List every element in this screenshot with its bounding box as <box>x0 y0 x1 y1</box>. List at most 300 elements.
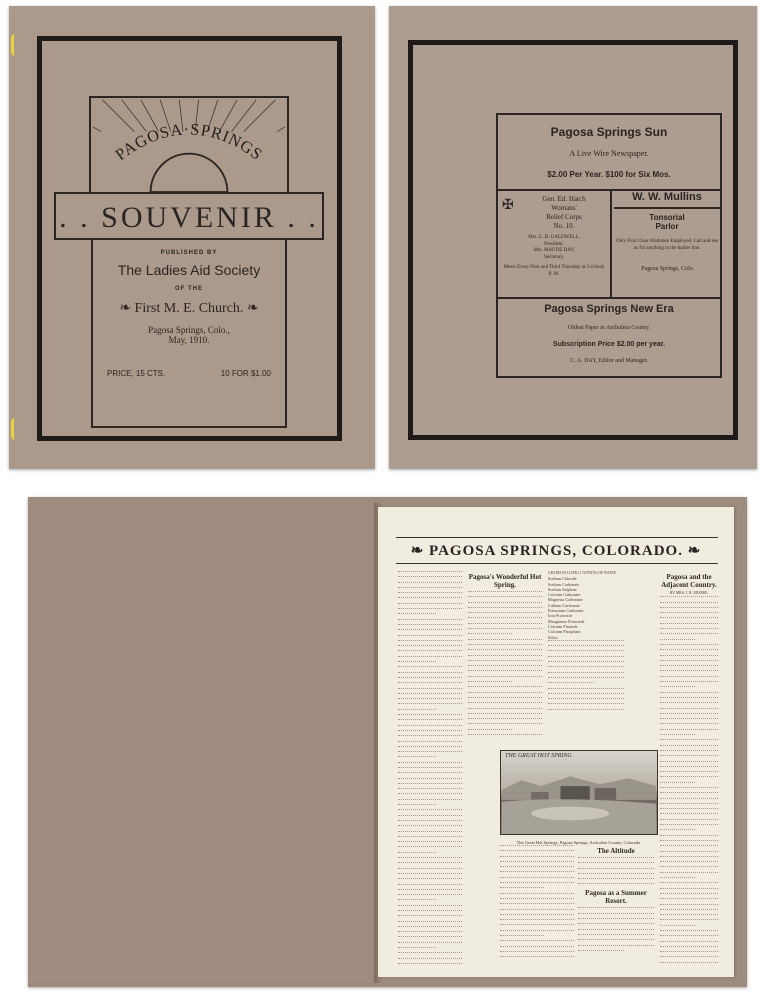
text-line <box>548 661 624 665</box>
text-line <box>398 783 462 787</box>
byline: BY MRS. J. R. MOORE. <box>669 591 709 595</box>
text-line <box>548 682 594 686</box>
published-by-label: PUBLISHED BY <box>160 250 218 256</box>
text-line <box>660 596 718 600</box>
text-line <box>548 703 624 707</box>
text-line <box>468 607 542 611</box>
text-line <box>660 872 718 876</box>
text-line <box>398 804 436 808</box>
text-line <box>660 861 718 865</box>
text-line <box>660 808 718 812</box>
text-line <box>468 702 542 706</box>
text-line <box>660 713 718 717</box>
text-line <box>660 692 718 696</box>
text-line <box>468 676 542 680</box>
text-line <box>660 702 718 706</box>
text-line <box>660 776 718 780</box>
body-text-lines <box>398 571 462 967</box>
corps-president: Mrs. C. D. GALDWELL, <box>528 235 580 240</box>
title-rule <box>396 537 718 538</box>
text-line <box>468 729 512 733</box>
sun-tagline: A Live Wire Newspaper. <box>569 149 649 158</box>
text-line <box>398 767 462 771</box>
text-line <box>660 670 718 674</box>
body-text-lines <box>578 857 654 887</box>
text-line <box>660 941 718 945</box>
text-line <box>500 924 574 928</box>
text-line <box>398 703 462 707</box>
text-line <box>660 792 718 796</box>
text-line <box>468 633 512 637</box>
hot-spring-photo <box>500 750 658 835</box>
text-line <box>398 878 462 882</box>
text-column <box>578 845 654 965</box>
text-line <box>500 850 574 854</box>
text-line <box>578 918 654 922</box>
text-line <box>660 639 695 643</box>
text-line <box>660 888 718 892</box>
chemical-item: Magnesia Carbonate <box>548 597 583 603</box>
barber-text: Only First Class Workmen Employed. Call and see us for anything in the barber line. <box>616 239 718 251</box>
cross-emblem-icon: ✠ <box>502 198 514 213</box>
text-line <box>468 734 542 738</box>
text-line <box>578 934 654 938</box>
leaf-ornament-icon: ❧ <box>119 301 135 316</box>
text-line <box>468 591 542 595</box>
text-line <box>548 666 624 670</box>
text-line <box>398 746 462 750</box>
text-line <box>398 624 462 628</box>
chemical-item: Sodium Chloride <box>548 576 577 582</box>
corps-secretary-title: Secretary. <box>544 254 564 260</box>
text-line <box>468 644 542 648</box>
text-line <box>548 640 624 644</box>
text-line <box>398 730 462 734</box>
barber-ad <box>614 191 720 272</box>
text-line <box>578 907 654 911</box>
text-line <box>398 608 462 612</box>
text-column <box>398 571 462 971</box>
text-line <box>660 665 718 669</box>
text-line <box>578 883 654 887</box>
text-line <box>660 734 695 738</box>
barber-place: Pagosa Springs, Colo <box>641 266 693 272</box>
text-line <box>468 649 542 653</box>
text-line <box>500 887 544 891</box>
text-line <box>398 942 462 946</box>
heading-adjacent: Pagosa and the Adjacent Country. <box>661 573 717 589</box>
text-line <box>660 898 718 902</box>
text-line <box>398 650 462 654</box>
text-line <box>468 723 542 727</box>
text-line <box>660 893 718 897</box>
text-line <box>500 845 574 849</box>
souvenir-title: . . SOUVENIR . . <box>59 201 319 234</box>
text-line <box>578 945 654 949</box>
text-line <box>398 921 462 925</box>
text-line <box>660 723 718 727</box>
text-line <box>398 613 436 617</box>
advertisement-box <box>496 113 722 378</box>
text-line <box>660 909 718 913</box>
text-line <box>398 857 462 861</box>
text-line <box>398 603 462 607</box>
text-line <box>500 914 574 918</box>
text-line <box>660 750 718 754</box>
text-line <box>660 803 718 807</box>
svg-text:PAGOSA·SPRINGS: PAGOSA·SPRINGS <box>111 119 267 165</box>
new-era-editor: C. A. DAY, Editor and Manager. <box>570 358 648 364</box>
text-line <box>398 714 462 718</box>
text-line <box>468 692 542 696</box>
chemical-item: Silica <box>548 634 558 640</box>
text-line <box>398 672 462 676</box>
publisher-box <box>91 238 287 428</box>
text-line <box>660 956 718 960</box>
text-line <box>398 682 462 686</box>
chemical-item: Lithium Carbonate <box>548 602 580 608</box>
back-cover <box>389 6 757 469</box>
text-line <box>660 745 718 749</box>
text-line <box>578 873 654 877</box>
souvenir-title-band <box>54 192 324 240</box>
body-text-lines <box>660 596 718 965</box>
text-line <box>548 688 624 692</box>
text-line <box>578 939 654 943</box>
text-line <box>660 739 718 743</box>
text-line <box>500 882 574 886</box>
text-line <box>398 719 462 723</box>
text-line <box>500 956 574 960</box>
text-line <box>660 919 718 923</box>
text-line <box>398 915 462 919</box>
text-line <box>660 686 695 690</box>
text-line <box>500 940 574 944</box>
text-line <box>398 846 462 850</box>
chem-header: GRAINS IN LITER (1.76 PINTS) OF WATER <box>548 571 616 575</box>
text-line <box>548 698 624 702</box>
divider <box>498 297 720 299</box>
church-name <box>93 300 285 317</box>
text-line <box>660 835 718 839</box>
binding-thread <box>11 34 19 56</box>
text-line <box>660 602 718 606</box>
text-line <box>660 708 718 712</box>
text-line <box>500 935 544 939</box>
text-line <box>548 709 624 713</box>
text-line <box>468 655 542 659</box>
text-line <box>660 866 718 870</box>
corps-president-title: President. <box>544 241 564 247</box>
text-line <box>578 868 654 872</box>
text-line <box>500 861 574 865</box>
chemical-item: Calcium Fluoride <box>548 623 578 629</box>
title-rule <box>396 563 718 564</box>
body-text-lines <box>468 591 542 738</box>
analysis-column <box>548 571 624 746</box>
corps-line: Gen. Ed. Hatch <box>542 195 586 203</box>
arch-title <box>91 98 287 194</box>
text-line <box>500 856 574 860</box>
text-line <box>660 644 718 648</box>
text-line <box>660 782 695 786</box>
text-line <box>398 836 462 840</box>
page-title-text: PAGOSA SPRINGS, COLORADO. <box>429 543 683 559</box>
text-line <box>660 813 718 817</box>
new-era-price: Subscription Price $2.00 per year. <box>552 341 666 348</box>
text-line <box>468 596 542 600</box>
relief-corps-ad <box>502 195 606 278</box>
text-line <box>398 629 462 633</box>
text-line <box>660 787 718 791</box>
divider <box>610 189 612 297</box>
chemical-item: Manganese Protoxide <box>548 618 585 624</box>
date-line: May, 1910. <box>168 335 210 345</box>
open-booklet <box>28 497 747 987</box>
text-line <box>398 958 462 962</box>
text-line <box>398 571 462 575</box>
text-line <box>548 656 624 660</box>
heading-altitude: The Altitude <box>597 847 635 855</box>
text-line <box>398 725 462 729</box>
new-era-tagline: Oldest Paper in Archuleta County. <box>567 325 651 331</box>
text-line <box>500 893 574 897</box>
text-line <box>660 914 718 918</box>
text-line <box>398 640 462 644</box>
text-line <box>468 670 542 674</box>
text-line <box>468 660 542 664</box>
text-line <box>660 824 718 828</box>
text-column <box>660 571 718 971</box>
text-line <box>398 905 462 909</box>
text-line <box>398 709 436 713</box>
text-line <box>398 809 462 813</box>
text-line <box>398 751 462 755</box>
text-line <box>500 909 574 913</box>
sun-rates: $2.00 Per Year. $100 for Six Mos. <box>547 170 671 179</box>
text-line <box>398 772 462 776</box>
text-line <box>398 884 462 888</box>
text-line <box>660 617 718 621</box>
text-line <box>578 862 654 866</box>
text-line <box>398 619 462 623</box>
divider <box>614 207 720 209</box>
text-line <box>660 925 695 929</box>
text-line <box>398 889 462 893</box>
body-text-lines <box>548 640 624 713</box>
text-line <box>398 576 462 580</box>
leaf-ornament-icon: ❧ <box>682 543 702 559</box>
text-line <box>468 686 542 690</box>
text-line <box>660 628 718 632</box>
text-line <box>398 756 436 760</box>
text-line <box>398 735 462 739</box>
text-line <box>660 845 718 849</box>
text-line <box>398 762 462 766</box>
text-line <box>468 602 542 606</box>
text-line <box>660 946 718 950</box>
corps-secretary: Mrs. MAUDE DAY, <box>533 248 575 253</box>
text-line <box>398 582 462 586</box>
binding-thread <box>11 418 19 440</box>
text-line <box>398 841 462 845</box>
photo-label: THE GREAT HOT SPRING <box>505 753 572 759</box>
text-line <box>398 825 462 829</box>
text-line <box>398 597 462 601</box>
text-line <box>578 913 654 917</box>
text-line <box>398 963 462 967</box>
text-line <box>660 882 718 886</box>
text-line <box>660 930 718 934</box>
text-line <box>548 650 624 654</box>
text-line <box>398 677 462 681</box>
photo-caption: The Great Hot Springs, Pagosa Springs, Archuleta County, Colorado. <box>516 840 642 845</box>
text-line <box>398 645 462 649</box>
text-line <box>398 931 462 935</box>
text-line <box>398 741 462 745</box>
text-line <box>398 926 462 930</box>
text-line <box>398 693 462 697</box>
text-line <box>468 708 542 712</box>
text-line <box>660 649 718 653</box>
text-line <box>660 819 718 823</box>
text-line <box>500 903 574 907</box>
text-line <box>660 851 718 855</box>
text-line <box>398 820 462 824</box>
corps-line: Womans' <box>551 204 577 212</box>
text-line <box>398 788 462 792</box>
text-line <box>398 873 462 877</box>
text-line <box>500 866 574 870</box>
text-line <box>578 923 654 927</box>
text-line <box>660 660 718 664</box>
new-era-title: Pagosa Springs New Era <box>544 303 674 315</box>
text-line <box>660 697 718 701</box>
text-column <box>468 571 542 746</box>
of-the-label: OF THE <box>175 286 203 292</box>
body-text-lines <box>500 845 574 960</box>
text-line <box>398 910 462 914</box>
text-line <box>660 829 695 833</box>
text-line <box>500 951 574 955</box>
body-text-lines <box>578 907 654 953</box>
text-line <box>660 612 718 616</box>
text-line <box>398 793 462 797</box>
text-line <box>398 799 462 803</box>
rising-sun-emblem <box>89 96 289 196</box>
corps-line: Relief Corps <box>546 213 582 221</box>
text-line <box>398 592 462 596</box>
bulk-price-label: 10 FOR $1.00 <box>220 369 271 378</box>
price-label: PRICE, 15 CTS. <box>107 369 166 378</box>
text-line <box>398 698 462 702</box>
chemical-list <box>548 576 624 640</box>
corps-meetings: Meets Every First and Third Thursday at 3 o'clock P. M. <box>503 265 605 277</box>
text-line <box>398 661 436 665</box>
text-line <box>500 919 574 923</box>
text-line <box>468 718 542 722</box>
text-line <box>468 628 542 632</box>
text-line <box>398 635 462 639</box>
text-line <box>468 665 542 669</box>
text-line <box>500 871 574 875</box>
text-line <box>578 878 654 882</box>
leaf-ornament-icon: ❧ <box>243 301 259 316</box>
text-line <box>660 729 718 733</box>
text-line <box>660 633 718 637</box>
text-line <box>660 856 718 860</box>
first-page <box>378 507 734 977</box>
sun-title: Pagosa Springs Sun <box>550 125 668 139</box>
text-line <box>398 952 462 956</box>
text-line <box>468 713 542 717</box>
text-line <box>548 672 624 676</box>
text-line <box>398 936 462 940</box>
text-line <box>660 771 718 775</box>
page-title <box>378 541 734 560</box>
text-line <box>548 693 624 697</box>
text-line <box>660 755 718 759</box>
text-line <box>468 697 542 701</box>
church-name-text: First M. E. Church. <box>134 301 244 316</box>
text-line <box>660 607 718 611</box>
text-line <box>548 645 624 649</box>
text-line <box>398 587 462 591</box>
society-name: The Ladies Aid Society <box>117 262 261 278</box>
chemical-item: Iron Protoxide <box>548 613 573 619</box>
text-line <box>548 677 624 681</box>
barber-name: W. W. Mullins <box>632 191 702 203</box>
text-line <box>398 688 462 692</box>
text-line <box>398 947 436 951</box>
text-line <box>398 778 462 782</box>
heading-wonderful: Pagosa's Wonderful Hot Spring. <box>468 573 542 589</box>
text-line <box>660 766 718 770</box>
text-line <box>660 935 718 939</box>
heading-resort: Pagosa as a Summer Resort. <box>585 889 647 906</box>
text-line <box>660 840 718 844</box>
text-line <box>468 612 542 616</box>
text-line <box>398 831 462 835</box>
text-line <box>398 862 462 866</box>
photo-scene <box>501 751 657 834</box>
chemical-item: Potassium Carbonate <box>548 608 584 614</box>
barber-business: Tonsorial Parlor <box>649 213 685 231</box>
text-line <box>660 623 718 627</box>
text-line <box>468 617 542 621</box>
leaf-ornament-icon: ❧ <box>410 543 430 559</box>
text-line <box>398 894 462 898</box>
text-line <box>578 857 654 861</box>
text-line <box>660 962 718 966</box>
text-line <box>660 718 718 722</box>
text-line <box>500 898 574 902</box>
text-line <box>398 868 462 872</box>
text-line <box>500 930 574 934</box>
text-line <box>398 656 462 660</box>
text-line <box>660 655 718 659</box>
text-line <box>398 852 436 856</box>
new-era-ad <box>498 303 720 364</box>
text-line <box>578 929 654 933</box>
text-line <box>398 666 462 670</box>
text-line <box>660 681 718 685</box>
text-line <box>468 681 512 685</box>
text-line <box>660 761 718 765</box>
corps-line: No. 10. <box>553 222 575 230</box>
text-line <box>660 798 718 802</box>
chemical-item: Calcium Phosphate <box>548 629 581 635</box>
